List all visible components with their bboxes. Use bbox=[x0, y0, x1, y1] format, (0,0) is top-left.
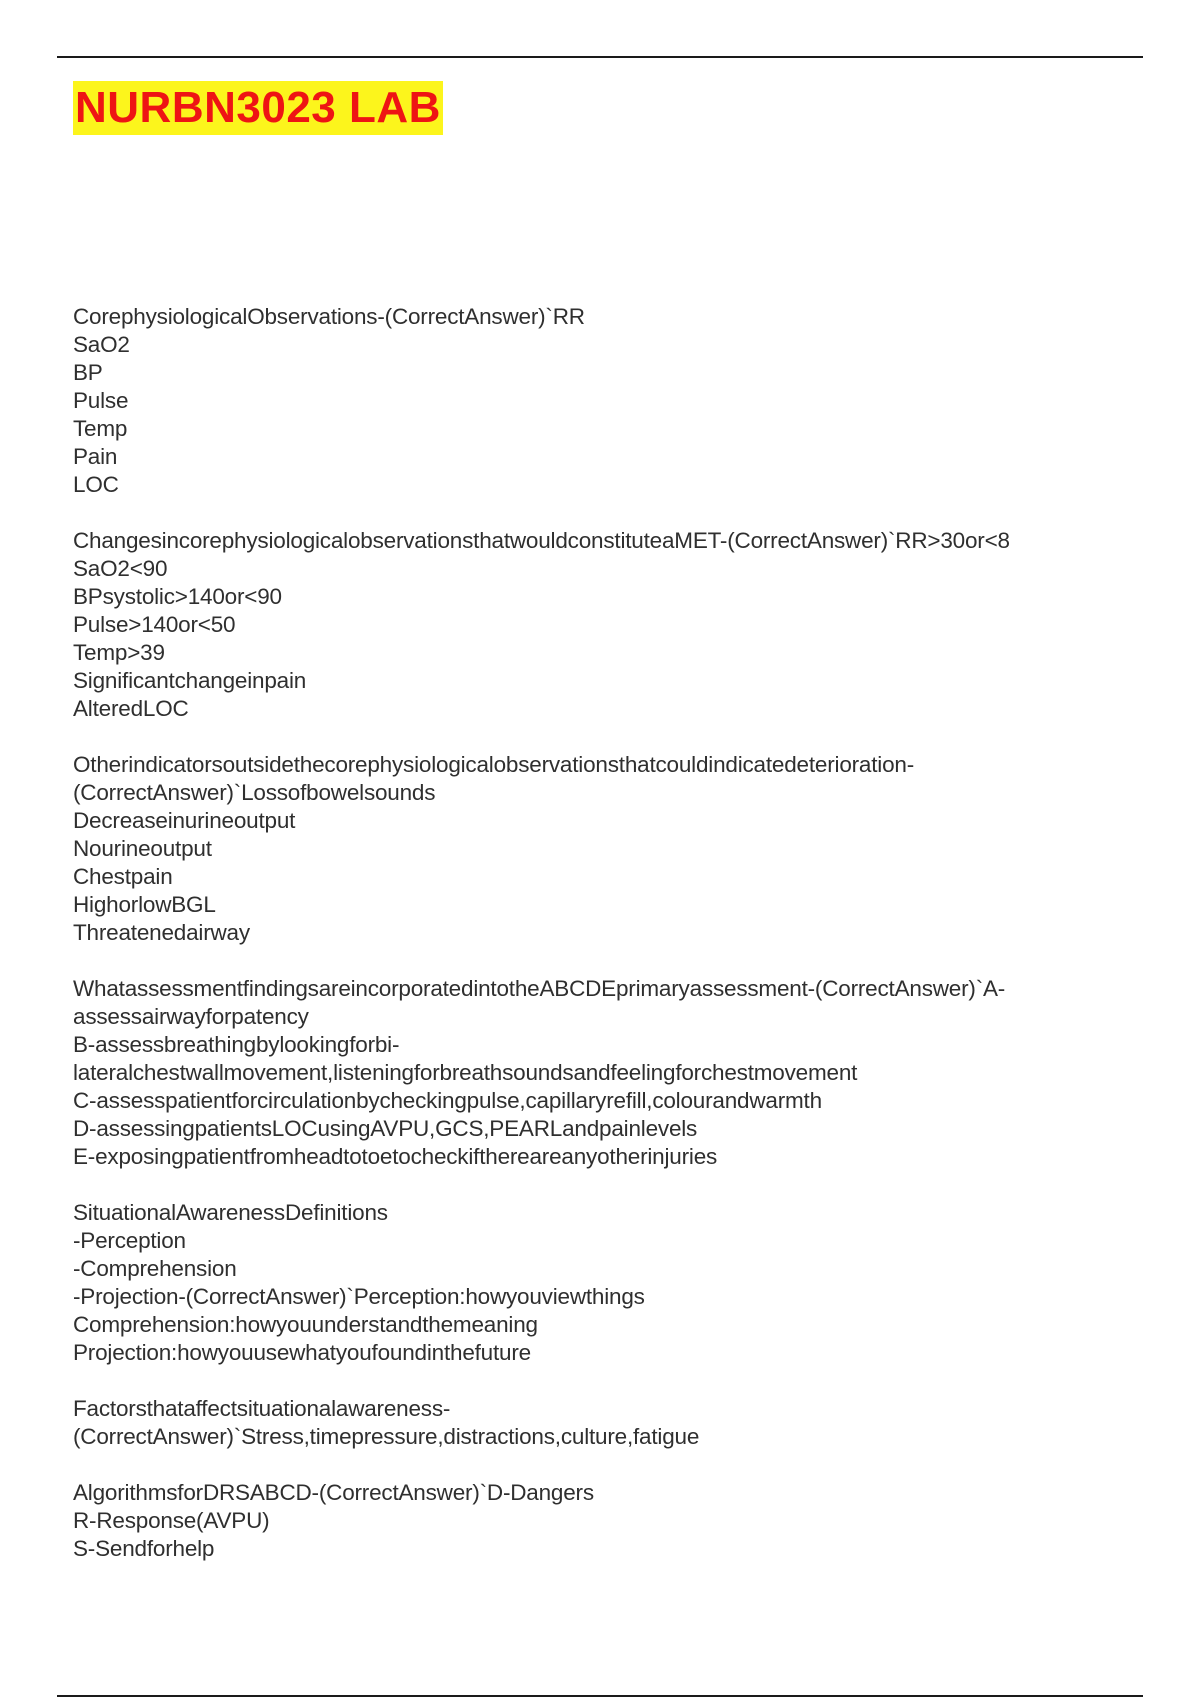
text-line: B-assessbreathingbylookingforbi- bbox=[73, 1032, 400, 1057]
text-line: E-exposingpatientfromheadtotoetocheckiftherearеanyotherinjuries bbox=[73, 1144, 718, 1169]
text-line: SaO2<90 bbox=[73, 556, 168, 581]
header-rule bbox=[57, 56, 1143, 58]
text-line: Threatenedairway bbox=[73, 920, 250, 945]
text-line: D-assessingpatientsLOCusingAVPU,GCS,PEARLandpainlevels bbox=[73, 1116, 698, 1141]
text-line: lateralchestwallmovement,listeningforbreathsoundsandfeelingforchestmovement bbox=[73, 1060, 858, 1085]
text-line: -Projection-(CorrectAnswer)`Perception:howyouviewthings bbox=[73, 1284, 645, 1309]
footer-rule bbox=[57, 1695, 1143, 1697]
text-line: Pulse bbox=[73, 388, 129, 413]
text-line: Pain bbox=[73, 444, 118, 469]
text-line: -Comprehension bbox=[73, 1256, 237, 1281]
text-line: SituationalAwarenessDefinitions bbox=[73, 1200, 388, 1225]
text-line: Significantchangeinpain bbox=[73, 668, 307, 693]
text-line: AlgorithmsforDRSABCD-(CorrectAnswer)`D-Dangers bbox=[73, 1480, 594, 1505]
qa-entry bbox=[73, 1395, 1143, 1451]
text-line: Temp>39 bbox=[73, 640, 165, 665]
qa-entry bbox=[73, 1199, 1143, 1367]
text-line: C-assesspatientforcirculationbycheckingpulse,capillaryrefill,colourandwarmth bbox=[73, 1088, 822, 1113]
text-line: Temp bbox=[73, 416, 128, 441]
text-line: Decreaseinurineoutput bbox=[73, 808, 296, 833]
text-line: Otherindicatorsoutsidethecorephysiologicalobservationsthatcouldindicatedeterioration- bbox=[73, 752, 915, 777]
text-line: BP bbox=[73, 360, 103, 385]
text-line: Comprehension:howyouunderstandthemeaning bbox=[73, 1312, 538, 1337]
text-line: SaO2 bbox=[73, 332, 130, 357]
text-line: Projection:howyouusewhatyoufoundinthefuture bbox=[73, 1340, 531, 1365]
text-line: ChangesincorephysiologicalobservationsthatwouldconstituteaMET-(CorrectAnswer)`RR>30or<8 bbox=[73, 528, 1010, 553]
text-line: Factorsthataffectsituationalawareness- bbox=[73, 1396, 451, 1421]
text-line: Nourineoutput bbox=[73, 836, 212, 861]
text-line: BPsystolic>140or<90 bbox=[73, 584, 282, 609]
qa-entry bbox=[73, 527, 1143, 723]
qa-entry bbox=[73, 975, 1143, 1171]
text-line: -Perception bbox=[73, 1228, 186, 1253]
text-line: Pulse>140or<50 bbox=[73, 612, 236, 637]
document-title: NURBN3023 LAB bbox=[73, 81, 443, 135]
text-line: R-Response(AVPU) bbox=[73, 1508, 270, 1533]
text-line: AlteredLOC bbox=[73, 696, 189, 721]
text-line: CorephysiologicalObservations-(CorrectAnswer)`RR bbox=[73, 304, 585, 329]
qa-entry bbox=[73, 1479, 1143, 1563]
text-line: WhatassessmentfindingsareincorporatedintotheABCDEprimaryassessment-(CorrectAnswer)`A- bbox=[73, 976, 1006, 1001]
text-line: Chestpain bbox=[73, 864, 173, 889]
text-line: (CorrectAnswer)`Lossofbowelsounds bbox=[73, 780, 436, 805]
qa-entry bbox=[73, 303, 1143, 499]
document-body bbox=[73, 303, 1143, 1591]
qa-entry bbox=[73, 751, 1143, 947]
text-line: HighorlowBGL bbox=[73, 892, 216, 917]
text-line: S-Sendforhelp bbox=[73, 1536, 215, 1561]
text-line: assessairwayforpatency bbox=[73, 1004, 309, 1029]
text-line: LOC bbox=[73, 472, 119, 497]
text-line: (CorrectAnswer)`Stress,timepressure,distractions,culture,fatigue bbox=[73, 1424, 700, 1449]
